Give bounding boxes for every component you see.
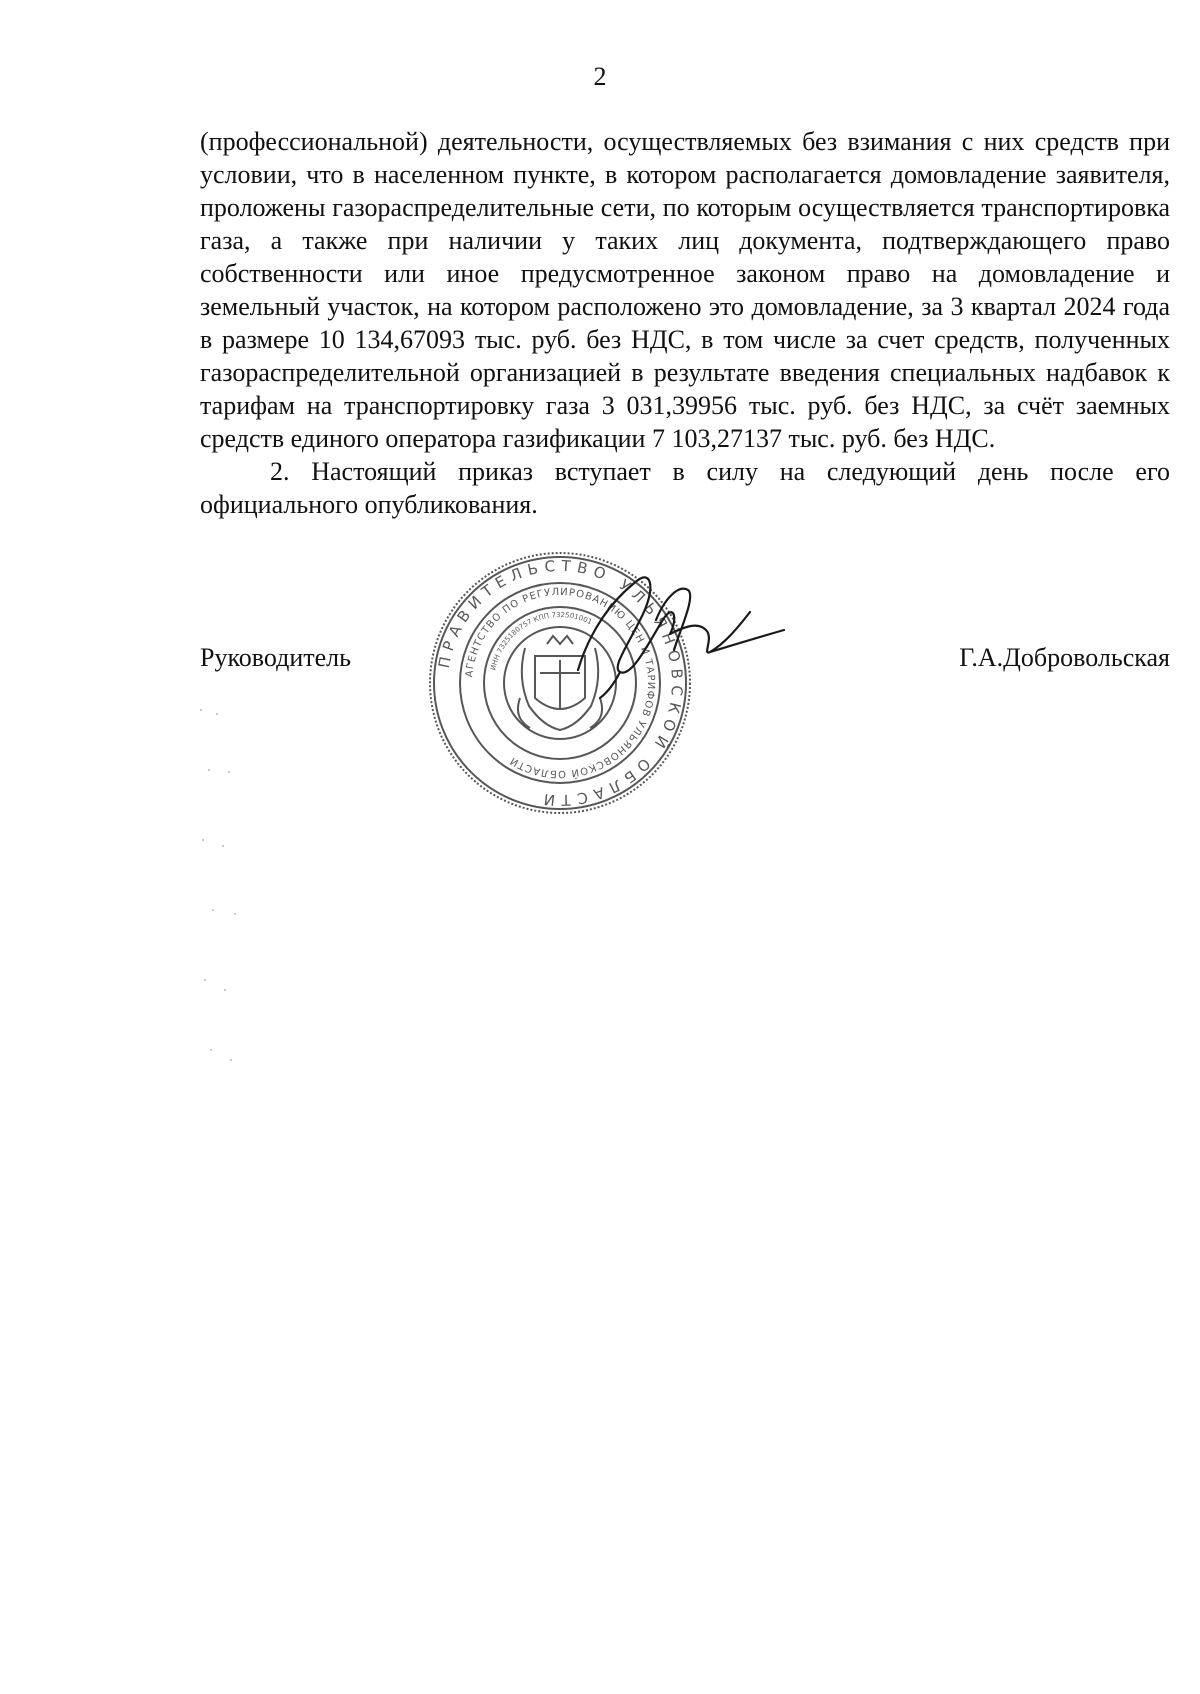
handwritten-signature-icon [560,560,790,710]
document-body [200,125,1170,521]
paragraph-continued: (профессиональной) деятельности, осуществляемых без взимания с них средств при условии, что в населенном пункте, в котором располагается домовладение заявителя, проложены газораспределительные сети, по которым осуществляется транспортировка газа, а также при наличии у таких лиц документа, подтверждающего право собственности или иное предусмотренное законом право на домовладение и земельный участок, на котором расположено это домовладение, за 3 квартал 2024 года в размере 10 134,67093 тыс. руб. без НДС, в том числе за счет средств, полученных газораспределительной организацией в результате введения специальных надбавок к тарифам на транспортировку газа 3 031,39956 тыс. руб. без НДС, за счёт заемных средств единого оператора газификации 7 103,27137 тыс. руб. без НДС. [200,127,1170,453]
seal-outer-text: ПРАВИТЕЛЬСТВО УЛЬЯНОВСКОЙ ОБЛАСТИ [434,556,687,810]
scan-noise [195,700,255,1120]
signature-block [200,640,1170,676]
paragraph-item-2: 2. Настоящий приказ вступает в силу на следующий день после его официального опубликования. [200,457,1170,519]
seal-id-text: ИНН 7325180757 КПП 732501001 [489,610,594,672]
page-number: 2 [593,62,607,91]
signer-name: Г.А.Добровольская [959,643,1170,672]
seal-inner-text: АГЕНТСТВО ПО РЕГУЛИРОВАНИЮ ЦЕН И ТАРИФОВ УЛЬЯНОВСКОЙ ОБЛАСТИ [464,586,657,780]
signer-title: Руководитель [200,643,351,672]
